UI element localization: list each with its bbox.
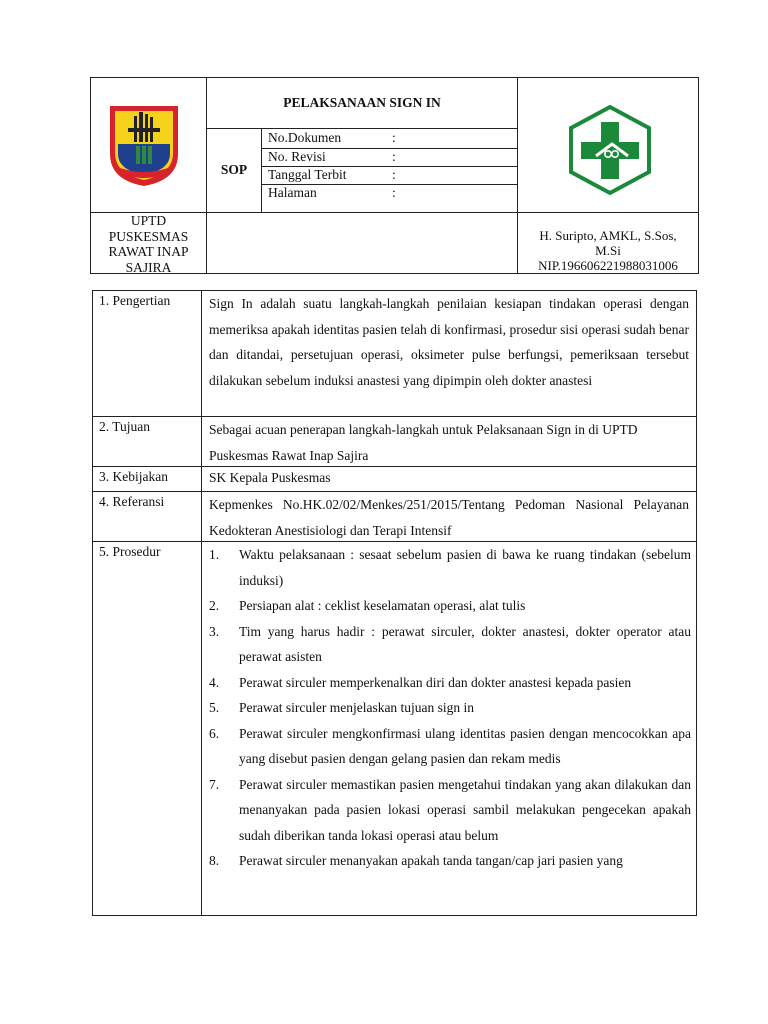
- procedure-step: 6. Perawat sirculer mengkonfirmasi ulang identitas pasien dengan mencocokkan apa yang disebut pasien dengan gelang pasien dan rekam medis: [209, 725, 691, 766]
- procedure-step: 7. Perawat sirculer memastikan pasien mengetahui tindakan yang akan dilakukan dan menanyakan pada pasien lokasi operasi sambil melakukan pengecekan apakah sudah diberikan tanda lokasi operasi atau belum: [209, 776, 691, 843]
- field-label-no-dokumen: No.Dokumen: [268, 130, 342, 145]
- regency-emblem-logo: [106, 102, 182, 188]
- section-row-pengertian: [93, 291, 696, 417]
- sop-label: SOP: [220, 162, 248, 177]
- unit-line: SAJIRA: [125, 259, 172, 275]
- section-label: 5. Prosedur: [99, 544, 161, 559]
- field-sep: :: [392, 130, 396, 145]
- unit-name: [91, 213, 206, 275]
- section-label: 4. Referansi: [99, 494, 165, 509]
- section-row-referansi: [93, 492, 696, 542]
- section-row-tujuan: [93, 417, 696, 467]
- procedure-step: 8. Perawat sirculer menanyakan apakah tanda tangan/cap jari pasien yang: [209, 853, 623, 868]
- section-text: Kepmenkes No.HK.02/02/Menkes/251/2015/Tentang Pedoman Nasional Pelayanan Kedokteran Anestisiologi dan Terapi Intensif: [209, 497, 689, 538]
- document-title: PELAKSANAAN SIGN IN: [283, 95, 441, 110]
- field-sep: :: [392, 149, 396, 164]
- section-text: Sign In adalah suatu langkah-langkah penilaian kesiapan tindakan operasi dengan memeriksa apakah identitas pasien telah di konfirmasi, prosedur sisi operasi sudah benar dan ditandai, persetujuan operasi, oksimeter pulse berfungsi, pemeriksaan tersebut dilakukan sebelum induksi anastesi yang dipimpin oleh dokter anastesi: [209, 296, 689, 388]
- unit-line: UPTD: [130, 213, 167, 228]
- field-label-no-revisi: No. Revisi: [268, 149, 326, 164]
- signatory-name: H. Suripto, AMKL, S.Sos,: [539, 228, 677, 243]
- sop-content-table: [92, 290, 697, 916]
- procedure-step: 3. Tim yang harus hadir : perawat sirculer, dokter anastesi, dokter operator atau perawat asisten: [209, 623, 691, 664]
- unit-line: PUSKESMAS: [108, 228, 189, 244]
- procedure-steps: [209, 542, 691, 874]
- signatory-block: [518, 228, 698, 273]
- unit-line: RAWAT INAP: [108, 244, 189, 259]
- field-label-tanggal-terbit: Tanggal Terbit: [268, 167, 347, 182]
- signatory-nip: NIP.196606221988031006: [538, 258, 678, 273]
- section-label: 2. Tujuan: [99, 419, 151, 434]
- field-sep: :: [392, 185, 396, 200]
- section-row-prosedur: [93, 542, 696, 916]
- section-label: 3. Kebijakan: [99, 469, 168, 484]
- field-label-halaman: Halaman: [268, 185, 317, 200]
- puskesmas-logo: [566, 104, 654, 196]
- procedure-step: 4. Perawat sirculer memperkenalkan diri dan dokter anastesi kepada pasien: [209, 674, 632, 690]
- procedure-step: 2. Persiapan alat : ceklist keselamatan operasi, alat tulis: [209, 598, 526, 613]
- section-text: SK Kepala Puskesmas: [209, 470, 331, 485]
- section-row-kebijakan: [93, 467, 696, 492]
- section-text: Sebagai acuan penerapan langkah-langkah untuk Pelaksanaan Sign in di UPTD Puskesmas Rawat Inap Sajira: [209, 422, 638, 463]
- procedure-step: 1. Waktu pelaksanaan : sesaat sebelum pasien di bawa ke ruang tindakan (sebelum induksi): [209, 547, 691, 588]
- signatory-degree: M.Si: [595, 243, 621, 258]
- section-label: 1. Pengertian: [99, 293, 171, 308]
- procedure-step: 5. Perawat sirculer menjelaskan tujuan sign in: [209, 700, 475, 715]
- field-sep: :: [392, 167, 396, 182]
